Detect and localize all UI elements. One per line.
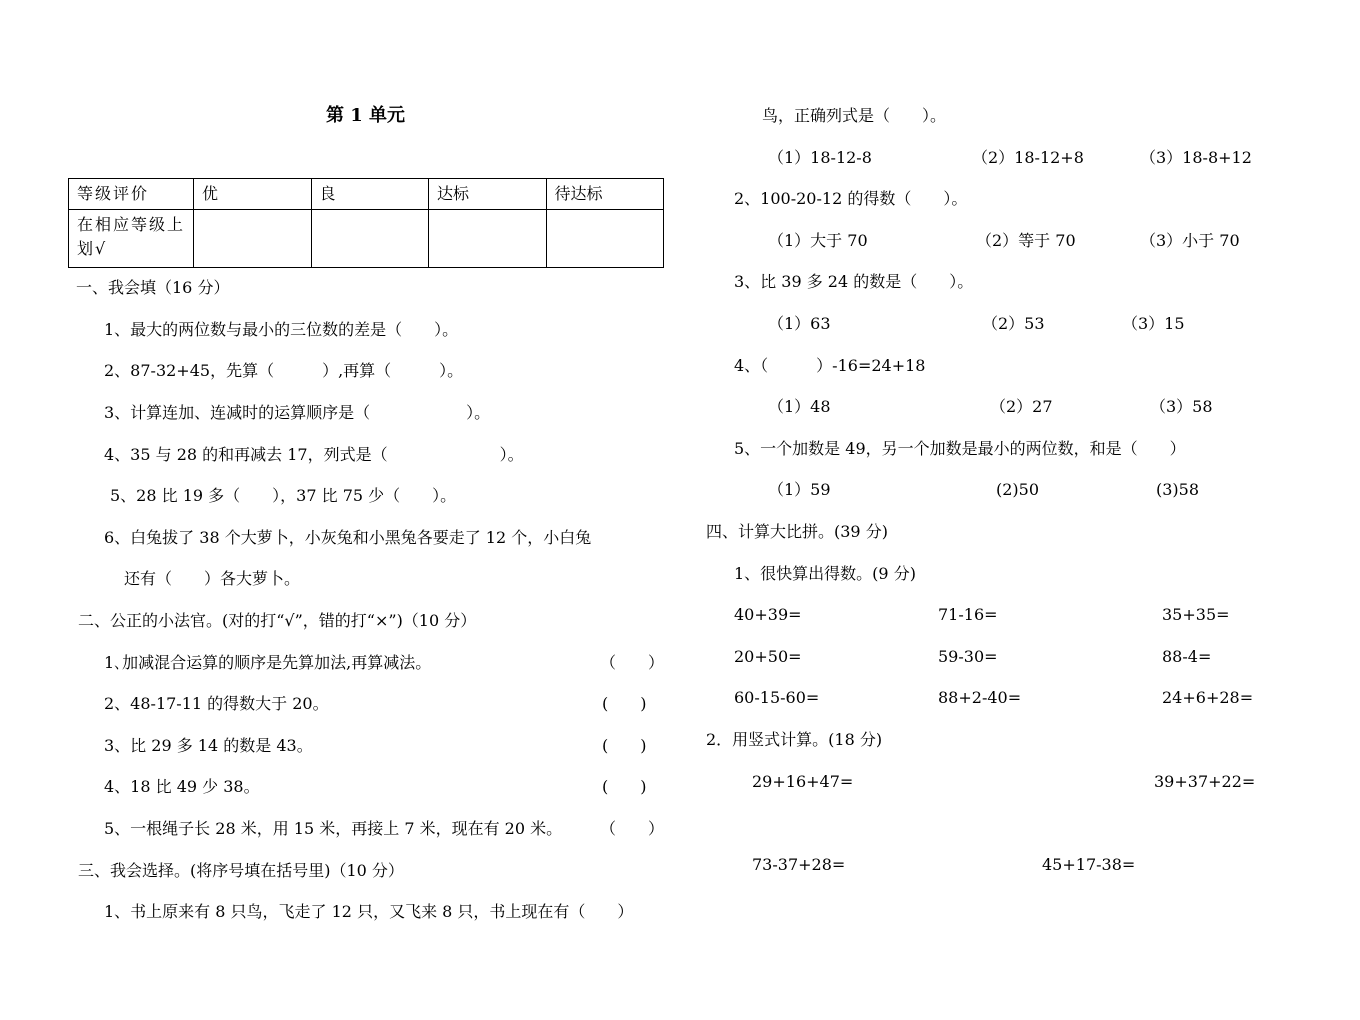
question-item: 1、最大的两位数与最小的三位数的差是（ ）。 xyxy=(104,320,459,339)
vertical-calc-problem: 45+17-38= xyxy=(1042,855,1136,874)
calc-problem: 71-16= xyxy=(938,605,998,624)
judge-item: 3、比 29 多 14 的数是 43。 xyxy=(104,736,313,755)
grade-cell-good[interactable] xyxy=(311,210,429,268)
calc-problem: 40+39= xyxy=(734,605,802,624)
choice-option: （1）63 xyxy=(768,314,831,333)
choice-option: （3）15 xyxy=(1122,314,1185,333)
grade-header-not-pass: 待达标 xyxy=(546,179,664,210)
calc-problem: 20+50= xyxy=(734,647,802,666)
answer-paren[interactable]: （ ） xyxy=(600,653,665,672)
calc-problem: 35+35= xyxy=(1162,605,1230,624)
vertical-calc-problem: 73-37+28= xyxy=(752,855,846,874)
grade-header-pass: 达标 xyxy=(429,179,547,210)
question-item: 5、28 比 19 多（ ），37 比 75 少（ ）。 xyxy=(110,486,457,505)
judge-item: 5、一根绳子长 28 米，用 15 米，再接上 7 米，现在有 20 米。 xyxy=(104,819,563,838)
question-item: 3、计算连加、连减时的运算顺序是（ ）。 xyxy=(104,403,491,422)
vertical-calc-problem: 39+37+22= xyxy=(1154,772,1256,791)
section4-subheading: 2．用竖式计算。(18 分) xyxy=(706,730,883,749)
section2-heading: 二、公正的小法官。(对的打“√”，错的打“×”)（10 分） xyxy=(78,611,477,630)
choice-option: （2）53 xyxy=(982,314,1045,333)
grade-header-label: 等级评价 xyxy=(69,179,194,210)
choice-option: (2)50 xyxy=(996,480,1040,499)
choice-option: （3）小于 70 xyxy=(1140,231,1240,250)
section3-heading: 三、我会选择。(将序号填在括号里)（10 分） xyxy=(78,861,404,880)
vertical-calc-problem: 29+16+47= xyxy=(752,772,854,791)
section1-heading: 一、我会填（16 分） xyxy=(76,278,230,297)
choice-option: (3)58 xyxy=(1156,480,1200,499)
grade-header-good: 良 xyxy=(311,179,429,210)
choice-option: （2）18-12+8 xyxy=(972,148,1084,167)
choice-option: （2）等于 70 xyxy=(976,231,1076,250)
calc-problem: 59-30= xyxy=(938,647,998,666)
judge-item: 1､加减混合运算的顺序是先算加法,再算减法。 xyxy=(104,653,432,672)
question-item-continuation: 还有（ ）各大萝卜。 xyxy=(124,569,301,588)
grade-cell-excellent[interactable] xyxy=(194,210,312,268)
grade-cell-not-pass[interactable] xyxy=(546,210,664,268)
grade-row-label: 在相应等级上划√ xyxy=(69,210,194,268)
grade-table xyxy=(68,178,664,268)
choice-question: 3、比 39 多 24 的数是（ ）。 xyxy=(734,272,974,291)
choice-option: （1）大于 70 xyxy=(768,231,868,250)
choice-option: （3）18-8+12 xyxy=(1140,148,1252,167)
judge-item: 4、18 比 49 少 38。 xyxy=(104,777,260,796)
calc-problem: 88+2-40= xyxy=(938,688,1022,707)
grade-header-excellent: 优 xyxy=(194,179,312,210)
choice-question: 2、100-20-12 的得数（ ）。 xyxy=(734,189,968,208)
choice-option: （3）58 xyxy=(1150,397,1213,416)
calc-problem: 60-15-60= xyxy=(734,688,820,707)
answer-paren[interactable]: （ ） xyxy=(600,819,665,838)
question-item: 6、白兔拔了 38 个大萝卜，小灰兔和小黑兔各要走了 12 个，小白兔 xyxy=(104,528,592,547)
answer-paren[interactable]: ( ) xyxy=(602,694,647,713)
section4-subheading: 1、很快算出得数。(9 分) xyxy=(734,564,916,583)
choice-option: （1）59 xyxy=(768,480,831,499)
choice-option: （2）27 xyxy=(990,397,1053,416)
question-item: 4、35 与 28 的和再减去 17，列式是（ ）。 xyxy=(104,445,524,464)
choice-option: （1）18-12-8 xyxy=(768,148,872,167)
choice-question-continuation: 鸟，正确列式是（ ）。 xyxy=(762,106,947,125)
choice-question: 5、一个加数是 49，另一个加数是最小的两位数，和是（ ） xyxy=(734,439,1186,458)
choice-question: 1、书上原来有 8 只鸟，飞走了 12 只，又飞来 8 只，书上现在有（ ） xyxy=(104,902,634,921)
judge-item: 2、48-17-11 的得数大于 20。 xyxy=(104,694,329,713)
question-item: 2、87-32+45，先算（ ）,再算（ ）。 xyxy=(104,361,464,380)
calc-problem: 24+6+28= xyxy=(1162,688,1254,707)
grade-cell-pass[interactable] xyxy=(429,210,547,268)
answer-paren[interactable]: ( ) xyxy=(602,777,647,796)
choice-question: 4、（ ）-16=24+18 xyxy=(734,356,926,375)
section4-heading: 四、计算大比拼。(39 分) xyxy=(706,522,888,541)
choice-option: （1）48 xyxy=(768,397,831,416)
page-title: 第 1 单元 xyxy=(326,105,406,126)
answer-paren[interactable]: ( ) xyxy=(602,736,647,755)
calc-problem: 88-4= xyxy=(1162,647,1212,666)
